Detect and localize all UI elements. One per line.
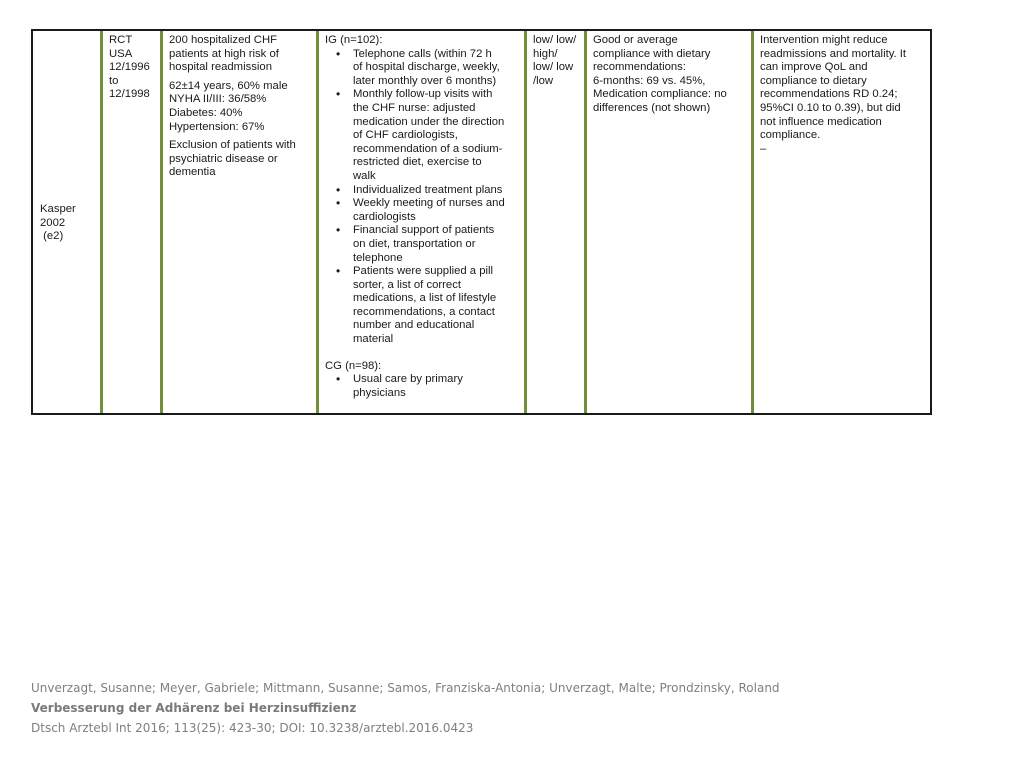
design-line: 12/1996 bbox=[109, 61, 150, 74]
study-reference: (e2) bbox=[40, 230, 64, 243]
list-item: • Weekly meeting of nurses and cardiologists bbox=[325, 197, 517, 224]
conclusion-line: not influence medication bbox=[760, 115, 882, 128]
design-line: USA bbox=[109, 47, 133, 60]
outcome-line: Medication compliance: no bbox=[593, 88, 727, 101]
list-item: • Usual care by primary physicians bbox=[325, 373, 517, 400]
population-line: patients at high risk of bbox=[169, 47, 279, 60]
footer-title: Verbesserung der Adhärenz bei Herzinsuffizienz bbox=[31, 701, 357, 715]
risk-line: /low bbox=[533, 74, 554, 87]
evidence-table bbox=[31, 29, 932, 415]
outcome-line: 6-months: 69 vs. 45%, bbox=[593, 74, 706, 87]
exclusion-line: dementia bbox=[169, 166, 216, 179]
list-item: • Patients were supplied a pill sorter, a list of correct medications, a list of lifestyle recommendations, a contact number and educational material bbox=[325, 265, 517, 347]
population-cell bbox=[163, 31, 319, 413]
design-line: RCT bbox=[109, 34, 133, 46]
risk-line: high/ bbox=[533, 47, 558, 60]
cg-label: CG (n=98): bbox=[325, 359, 382, 372]
list-item: • Individualized treatment plans bbox=[325, 184, 517, 198]
population-line: 62±14 years, 60% male bbox=[169, 79, 288, 92]
ig-label: IG (n=102): bbox=[325, 34, 383, 46]
conclusion-line: 95%CI 0.10 to 0.39), but did bbox=[760, 101, 901, 114]
population-line: Diabetes: 40% bbox=[169, 106, 243, 119]
outcome-line: differences (not shown) bbox=[593, 101, 711, 114]
study-cell bbox=[33, 31, 103, 413]
population-line: NYHA II/III: 36/58% bbox=[169, 93, 267, 106]
list-item: • Telephone calls (within 72 h of hospital discharge, weekly, later monthly over 6 months) bbox=[325, 48, 517, 89]
footer-authors: Unverzagt, Susanne; Meyer, Gabriele; Mittmann, Susanne; Samos, Franziska-Antonia; Unverzagt, Malte; Prondzinsky, Roland bbox=[31, 681, 780, 695]
design-line: to bbox=[109, 74, 119, 87]
study-name: Kasper bbox=[40, 203, 76, 216]
risk-line: low/ low bbox=[533, 61, 574, 74]
conclusion-cell bbox=[754, 31, 930, 413]
outcome-line: recommendations: bbox=[593, 61, 686, 74]
exclusion-line: psychiatric disease or bbox=[169, 152, 278, 165]
conclusion-line: compliance. bbox=[760, 129, 821, 142]
outcome-cell bbox=[587, 31, 754, 413]
exclusion-line: Exclusion of patients with bbox=[169, 139, 296, 152]
conclusion-line: recommendations RD 0.24; bbox=[760, 88, 898, 101]
risk-of-bias-cell bbox=[527, 31, 587, 413]
conclusion-line: can improve QoL and bbox=[760, 61, 868, 74]
conclusion-line: readmissions and mortality. It bbox=[760, 47, 907, 60]
design-cell bbox=[103, 31, 163, 413]
citation-footer bbox=[31, 678, 780, 738]
risk-line: low/ low/ bbox=[533, 34, 577, 46]
list-item: • Financial support of patients on diet, transportation or telephone bbox=[325, 224, 517, 265]
study-year: 2002 bbox=[40, 216, 66, 229]
conclusion-line: Intervention might reduce bbox=[760, 34, 888, 46]
outcome-line: compliance with dietary bbox=[593, 47, 711, 60]
population-line: Hypertension: 67% bbox=[169, 120, 265, 133]
conclusion-line: – bbox=[760, 142, 767, 155]
conclusion-line: compliance to dietary bbox=[760, 74, 867, 87]
population-line: 200 hospitalized CHF bbox=[169, 34, 278, 46]
design-line: 12/1998 bbox=[109, 88, 150, 101]
outcome-line: Good or average bbox=[593, 34, 678, 46]
list-item: • Monthly follow-up visits with the CHF nurse: adjusted medication under the direction of CHF cardiologists, recommendation of a sodium- restricted diet, exercise to walk bbox=[325, 88, 517, 183]
population-line: hospital readmission bbox=[169, 61, 272, 74]
intervention-cell bbox=[319, 31, 527, 413]
cg-list bbox=[325, 373, 519, 400]
ig-list bbox=[325, 48, 519, 347]
footer-citation: Dtsch Arztebl Int 2016; 113(25): 423-30; DOI: 10.3238/arztebl.2016.0423 bbox=[31, 721, 474, 735]
